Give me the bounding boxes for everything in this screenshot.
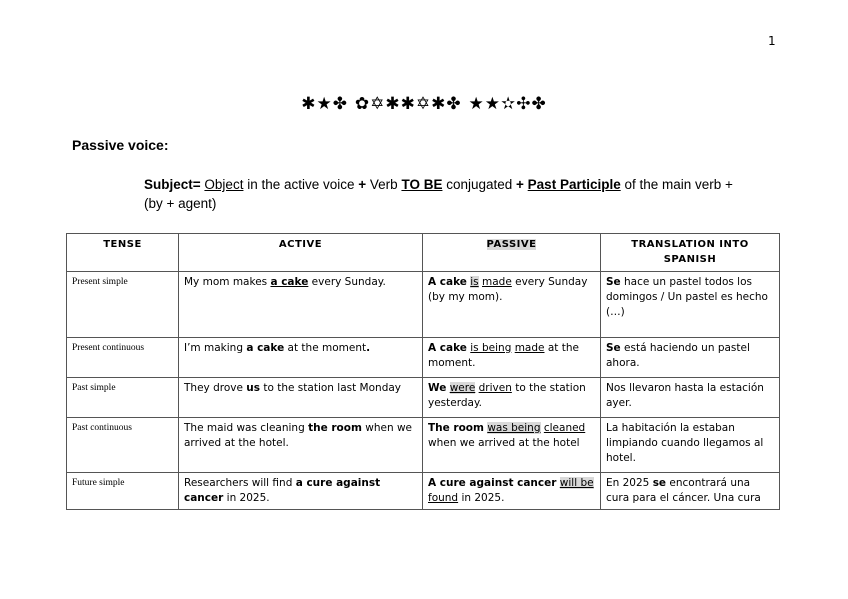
cell-emphasis: a cake: [270, 276, 309, 288]
cell-participle: found: [428, 492, 459, 504]
cell-text: .: [366, 342, 371, 354]
cell-text: encontrará una cura para el cáncer. Una cura: [606, 477, 761, 504]
table-row: [67, 378, 780, 418]
cell-text: Researchers will find: [184, 477, 296, 489]
table-row: [67, 473, 780, 510]
cell-participle: made: [514, 342, 545, 354]
formula-to-be: TO BE: [401, 177, 443, 192]
formula-plus: +: [516, 177, 524, 192]
cell-text: They drove: [184, 382, 247, 394]
formula-object: Object: [204, 177, 244, 192]
tense-cell: Present continuous: [67, 338, 179, 378]
header-passive-label: PASSIVE: [486, 239, 537, 250]
cell-emphasis: a cure against cancer: [184, 477, 381, 504]
formula-subject: Subject=: [144, 177, 201, 192]
page-number: 1: [768, 34, 776, 48]
passive-cell: [423, 418, 601, 473]
active-cell: [179, 473, 423, 510]
cell-text: está haciendo un pastel ahora.: [606, 342, 750, 369]
header-translation: TRANSLATION INTO SPANISH: [601, 234, 780, 272]
cell-be-verb: is being: [470, 342, 512, 354]
translation-cell: [601, 418, 780, 473]
cell-emphasis: se: [652, 477, 667, 489]
translation-cell: [601, 338, 780, 378]
formula-text: conjugated: [442, 177, 517, 192]
cell-text: La habitación la estaban limpiando cuando llegamos al hotel.: [606, 422, 764, 464]
cell-text: when we arrived at the hotel.: [184, 422, 413, 449]
cell-emphasis: Se: [606, 276, 621, 288]
cell-subject: A cake: [428, 276, 467, 288]
cell-be-verb: were: [449, 382, 476, 394]
cell-text: I’m making: [184, 342, 247, 354]
translation-cell: [601, 473, 780, 510]
cell-text: hace un pastel todos los domingos / Un pastel es hecho (…): [606, 276, 768, 318]
cell-text: at the moment.: [428, 342, 579, 369]
cell-emphasis: Se: [606, 342, 621, 354]
cell-subject: We: [428, 382, 447, 394]
formula-plus: +: [358, 177, 367, 192]
active-cell: [179, 378, 423, 418]
tense-cell: Past simple: [67, 378, 179, 418]
cell-emphasis: the room: [308, 422, 362, 434]
active-cell: [179, 418, 423, 473]
passive-cell: [423, 473, 601, 510]
translation-cell: [601, 272, 780, 338]
formula-by-agent: (by + agent): [144, 196, 217, 211]
cell-be-verb: was being: [487, 422, 541, 434]
cell-text: to the station last Monday: [260, 382, 402, 394]
passive-cell: [423, 338, 601, 378]
cell-participle: driven: [478, 382, 512, 394]
cell-text: in 2025.: [223, 492, 270, 504]
formula-text: Verb: [366, 177, 402, 192]
table-row: [67, 272, 780, 338]
passive-cell: [423, 378, 601, 418]
table-row: [67, 418, 780, 473]
cell-text: to the station yesterday.: [428, 382, 586, 409]
cell-subject: The room: [428, 422, 484, 434]
cell-text: every Sunday.: [308, 276, 386, 288]
document-title: ✱★✤ ✿✡✱✱✡✱✤ ★★✫✣✤: [301, 94, 547, 114]
table-row: [67, 338, 780, 378]
cell-emphasis: a cake: [246, 342, 285, 354]
cell-text: My mom makes: [184, 276, 271, 288]
active-cell: [179, 272, 423, 338]
cell-emphasis: us: [246, 382, 261, 394]
section-heading: Passive voice:: [72, 137, 169, 153]
cell-participle: made: [482, 276, 512, 288]
active-cell: [179, 338, 423, 378]
cell-text: The maid was cleaning: [184, 422, 309, 434]
cell-subject: A cure against cancer: [428, 477, 557, 489]
tense-cell: Future simple: [67, 473, 179, 510]
cell-participle: cleaned: [543, 422, 586, 434]
header-passive: [423, 234, 601, 272]
header-tense: TENSE: [67, 234, 179, 272]
cell-be-verb: is: [470, 276, 479, 288]
header-active: ACTIVE: [179, 234, 423, 272]
cell-subject: A cake: [428, 342, 467, 354]
cell-text: En 2025: [606, 477, 653, 489]
tense-cell: Present simple: [67, 272, 179, 338]
tense-cell: Past continuous: [67, 418, 179, 473]
cell-text: in 2025.: [458, 492, 505, 504]
formula-past-participle: Past Participle: [527, 177, 621, 192]
cell-text: Nos llevaron hasta la estación ayer.: [606, 382, 764, 409]
formula-text: in the active voice: [243, 177, 359, 192]
passive-formula: [144, 175, 774, 213]
passive-voice-table: [66, 233, 780, 510]
cell-text: when we arrived at the hotel: [428, 437, 580, 449]
cell-text: at the moment: [284, 342, 367, 354]
translation-cell: [601, 378, 780, 418]
cell-text: every Sunday (by my mom).: [428, 276, 588, 303]
formula-text: of the main verb +: [620, 177, 733, 192]
passive-cell: [423, 272, 601, 338]
cell-be-verb: will be: [559, 477, 594, 489]
